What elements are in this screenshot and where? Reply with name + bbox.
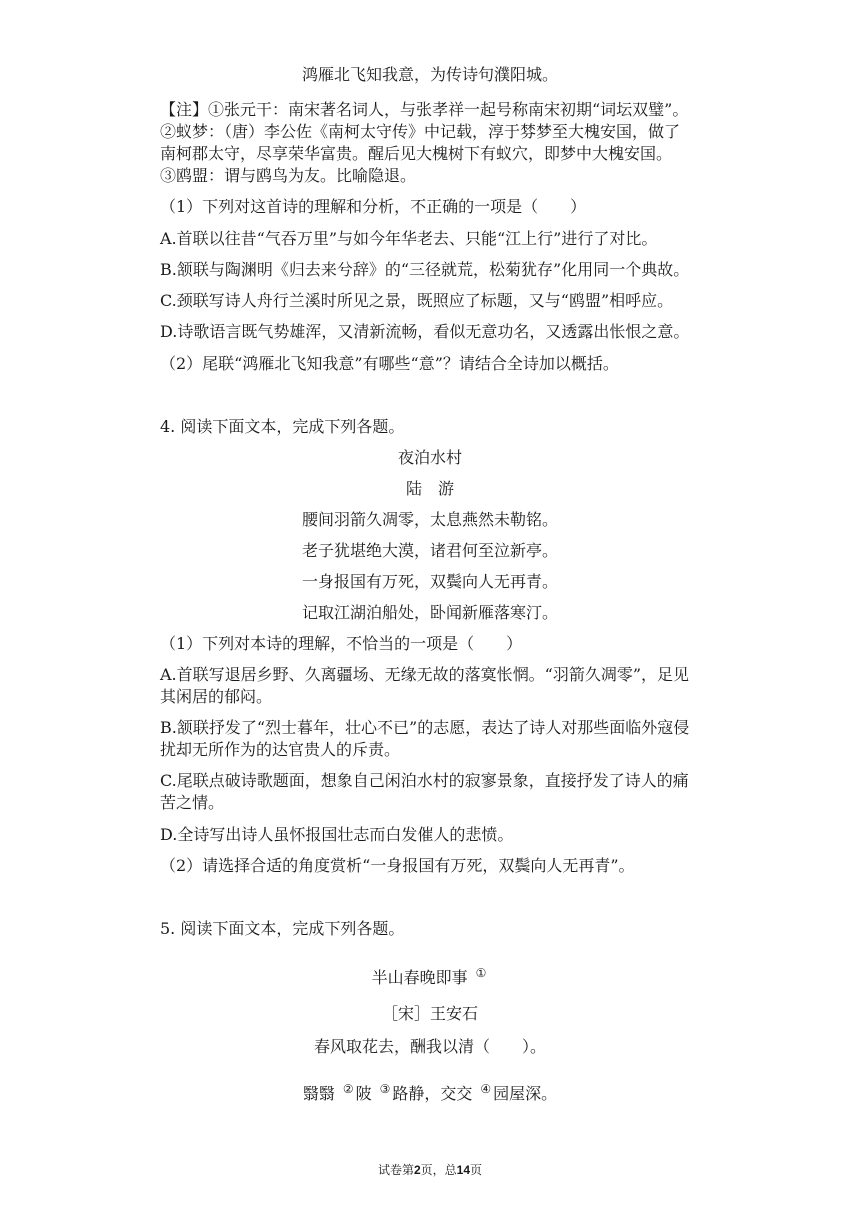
- q5-title-text: 半山春晚即事: [371, 968, 468, 987]
- q5-poem-line-2: [0, 1078, 860, 1105]
- footer-suffix: 页: [470, 1163, 483, 1177]
- q3-sub1-prompt: （1）下列对这首诗的理解和分析，不正确的一项是（ ）: [160, 197, 587, 216]
- q5-line2-part2: 陂: [355, 1084, 372, 1103]
- note-line-2: ②蚁梦：（唐）李公佐《南柯太守传》中记载，淳于棼梦至大槐安国，做了: [160, 122, 681, 141]
- footer-total-pages: 14: [456, 1163, 471, 1177]
- q4-option-a-line-1: A.首联写退居乡野、久离疆场、无缘无故的落寞怅惘。“羽箭久凋零”，足见: [160, 665, 690, 684]
- poem-final-line: 鸿雁北飞知我意，为传诗句濮阳城。: [301, 65, 558, 84]
- note-line-3: 南柯郡太守，尽享荣华富贵。醒后见大槐树下有蚁穴，即梦中大槐安国。: [160, 144, 673, 163]
- q5-line2-part1: 翳翳: [302, 1084, 335, 1103]
- footer-middle: 页，总: [420, 1163, 457, 1177]
- q5-poem-author: ［宋］王安石: [381, 1004, 478, 1023]
- q3-option-a: A.首联以往昔“气吞万里”与如今年华老去、只能“江上行”进行了对比。: [160, 229, 658, 248]
- q4-option-c-line-2: 苦之情。: [160, 793, 225, 812]
- q4-poem-line-2: 老子犹堪绝大漠，诸君何至泣新亭。: [301, 541, 558, 560]
- footnote-marker-2: ②: [342, 1082, 354, 1096]
- q4-option-b-line-2: 扰却无所作为的达官贵人的斥责。: [160, 740, 401, 759]
- footnote-marker-4: ④: [480, 1082, 492, 1096]
- q3-option-d: D.诗歌语言既气势雄浑，又清新流畅，看似无意功名，又透露出怅恨之意。: [160, 322, 690, 341]
- q5-title-footnote-marker: ①: [475, 966, 487, 980]
- q5-line2-part4: 园屋深。: [493, 1084, 558, 1103]
- q4-option-d: D.全诗写出诗人虽怀报国壮志而白发催人的悲愤。: [160, 825, 514, 844]
- q5-poem-line-1: 春风取花去，酬我以清（ ）。: [313, 1037, 546, 1056]
- q4-option-a-line-2: 其闲居的郁闷。: [160, 687, 273, 706]
- q4-poem-line-4: 记取江湖泊船处，卧闻新雁落寒汀。: [301, 603, 558, 622]
- q4-poem-author: 陆 游: [405, 479, 454, 498]
- q4-poem-line-1: 腰间羽箭久凋零，太息燕然未勒铭。: [301, 510, 558, 529]
- q4-poem-title: 夜泊水村: [397, 448, 462, 467]
- q4-option-b-line-1: B.颔联抒发了“烈士暮年，壮心不已”的志愿，表达了诗人对那些面临外寇侵: [160, 718, 690, 737]
- q3-option-b: B.颔联与陶渊明《归去来兮辞》的“三径就荒，松菊犹存”化用同一个典故。: [160, 260, 690, 279]
- footer-page-number: 2: [413, 1163, 421, 1177]
- q4-sub2-prompt: （2）请选择合适的角度赏析“一身报国有万死，双鬓向人无再青”。: [160, 856, 635, 875]
- note-line-1: 【注】①张元干：南宋著名词人，与张孝祥一起号称南宋初期“词坛双璧”。: [160, 100, 689, 119]
- q5-poem-title: [0, 962, 860, 989]
- q3-option-c: C.颈联写诗人舟行兰溪时所见之景，既照应了标题，又与“鸥盟”相呼应。: [160, 291, 674, 310]
- page-footer: [0, 1162, 860, 1178]
- footer-prefix: 试卷第: [377, 1163, 414, 1177]
- q4-poem-line-3: 一身报国有万死，双鬓向人无再青。: [301, 572, 558, 591]
- q4-intro: 4. 阅读下面文本，完成下列各题。: [160, 417, 405, 436]
- q3-sub2-prompt: （2）尾联“鸿雁北飞知我意”有哪些“意”？请结合全诗加以概括。: [160, 354, 619, 373]
- q5-intro: 5. 阅读下面文本，完成下列各题。: [160, 919, 405, 938]
- note-line-4: ③鸥盟：谓与鸥鸟为友。比喻隐退。: [160, 166, 417, 185]
- q4-sub1-prompt: （1）下列对本诗的理解，不恰当的一项是（ ）: [160, 634, 523, 653]
- q5-line2-part3: 路静，交交: [392, 1084, 473, 1103]
- footnote-marker-3: ③: [379, 1082, 391, 1096]
- q4-option-c-line-1: C.尾联点破诗歌题面，想象自己闲泊水村的寂寥景象，直接抒发了诗人的痛: [160, 771, 689, 790]
